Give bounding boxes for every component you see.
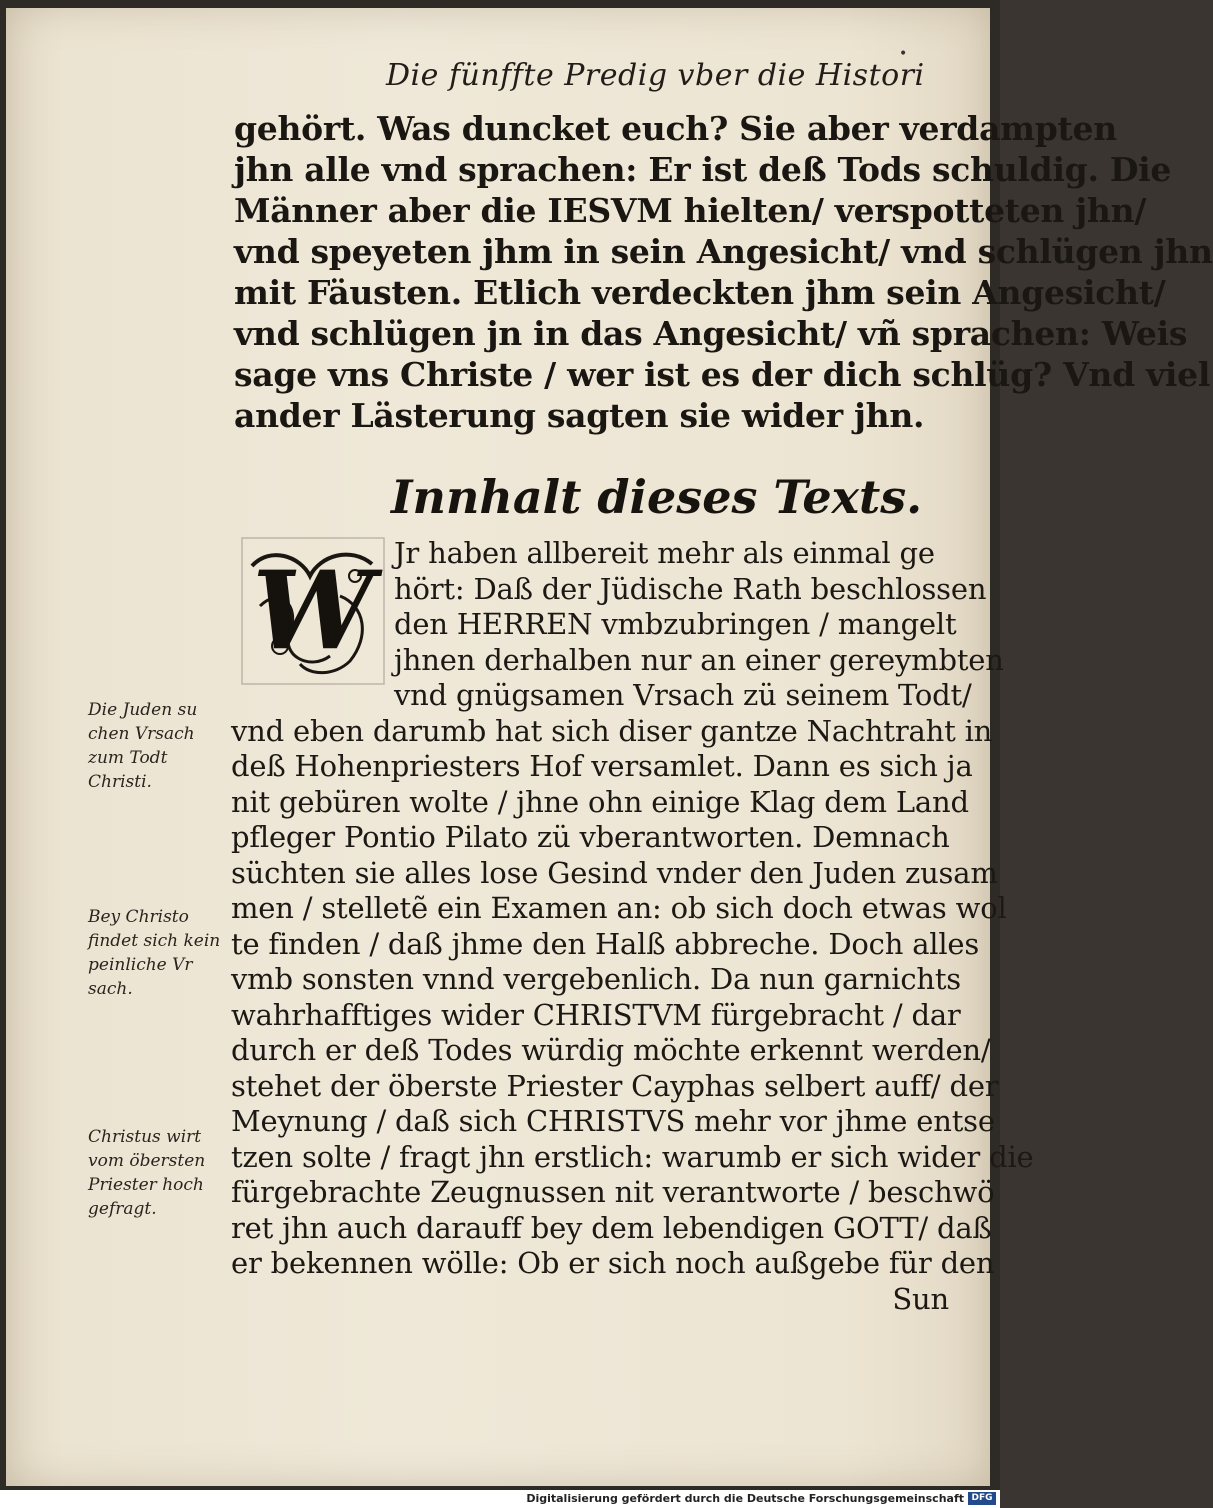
catchword: Sun — [892, 1281, 949, 1316]
body-line: deß Hohenpriesters Hof versamlet. Dann es sich ja — [231, 749, 973, 783]
body-line: pfleger Pontio Pilato zü vberantworten. Demnach — [231, 820, 950, 854]
marginal-line: Christi. — [88, 772, 152, 792]
gospel-line: ander Lästerung sagten sie wider jhn. — [234, 396, 925, 435]
gospel-line: mit Fäusten. Etlich verdeckten jhm sein Angesicht/ — [234, 273, 1166, 312]
page-mark: • — [899, 46, 908, 62]
body-line: vnd eben darumb hat sich diser gantze Nachtraht in — [231, 713, 993, 748]
gospel-line: vnd schlügen jn in das Angesicht/ vñ sprachen: Weis — [234, 314, 1188, 353]
gospel-line: Männer aber die IESVM hielten/ verspotteten jhn/ — [234, 191, 1147, 230]
gospel-line: jhn alle vnd sprachen: Er ist deß Tods schuldig. Die — [234, 150, 1172, 189]
marginal-line: Die Juden su — [88, 700, 198, 720]
marginal-line: chen Vrsach — [88, 724, 195, 744]
marginal-line: sach. — [88, 979, 133, 999]
marginal-line: zum Todt — [88, 748, 168, 768]
body-text-block — [231, 536, 1034, 1317]
marginal-line: Priester hoch — [88, 1175, 204, 1195]
dfg-logo: DFG — [968, 1492, 996, 1505]
marginal-note — [88, 698, 228, 794]
body-line: te finden / daß jhme den Halß abbreche. Doch alles — [231, 926, 980, 961]
body-line: den HERREN vmbzubringen / mangelt — [394, 607, 957, 641]
body-line: wahrhafftiges wider CHRISTVM fürgebracht / dar — [231, 997, 961, 1032]
body-line: fürgebrachte Zeugnussen nit verantworte / beschwö — [231, 1175, 995, 1209]
body-line: durch er deß Todes würdig möchte erkennt werden/ — [231, 1033, 991, 1067]
gospel-line: vnd speyeten jhm in sein Angesicht/ vnd schlügen jhn — [234, 232, 1213, 271]
marginal-line: peinliche Vr — [88, 955, 193, 975]
body-line: jhnen derhalben nur an einer gereymbten — [394, 642, 1004, 677]
marginal-note — [88, 1125, 228, 1221]
marginal-line: vom öbersten — [88, 1151, 206, 1171]
body-line: süchten sie alles lose Gesind vnder den Juden zusam — [231, 855, 998, 890]
body-line: tzen solte / fragt jhn erstlich: warumb er sich wider die — [231, 1139, 1034, 1174]
marginal-line: findet sich kein — [88, 931, 221, 951]
gospel-line: sage vns Christe / wer ist es der dich schlüg? Vnd viel — [234, 355, 1211, 394]
body-line: hört: Daß der Jüdische Rath beschlossen — [394, 571, 987, 606]
body-line: vmb sonsten vnnd vergebenlich. Da nun garnichts — [231, 962, 961, 996]
body-line: men / stelletẽ ein Examen an: ob sich doch etwas wol — [231, 891, 1007, 925]
gospel-line: gehört. Was duncket euch? Sie aber verdampten — [234, 109, 1117, 148]
footer-credit: Digitalisierung gefördert durch die Deutsche Forschungsgemeinschaft — [526, 1492, 964, 1505]
body-line: nit gebüren wolte / jhne ohn einige Klag dem Land — [231, 784, 969, 819]
body-line: stehet der öberste Priester Cayphas selbert auff/ der — [231, 1068, 999, 1103]
body-line: Meynung / daß sich CHRISTVS mehr vor jhme entse — [231, 1104, 995, 1138]
marginal-line: gefragt. — [88, 1199, 157, 1219]
section-heading: Innhalt dieses Texts. — [391, 470, 923, 524]
marginal-note — [88, 905, 228, 1001]
book-page — [6, 8, 1213, 1486]
marginal-line: Bey Christo — [88, 907, 189, 927]
gospel-text-block — [234, 108, 1213, 436]
body-line: ret jhn auch darauff bey dem lebendigen GOTT/ daß — [231, 1210, 992, 1245]
body-line: Jr haben allbereit mehr als einmal ge — [394, 536, 935, 570]
marginal-line: Christus wirt — [88, 1127, 202, 1147]
initial-letter-glyph: W — [252, 548, 374, 674]
running-head: Die fünffte Predig vber die Histori — [386, 58, 925, 93]
body-line: vnd gnügsamen Vrsach zü seinem Todt/ — [394, 678, 972, 712]
body-line: er bekennen wölle: Ob er sich noch außgebe für den — [231, 1246, 995, 1280]
